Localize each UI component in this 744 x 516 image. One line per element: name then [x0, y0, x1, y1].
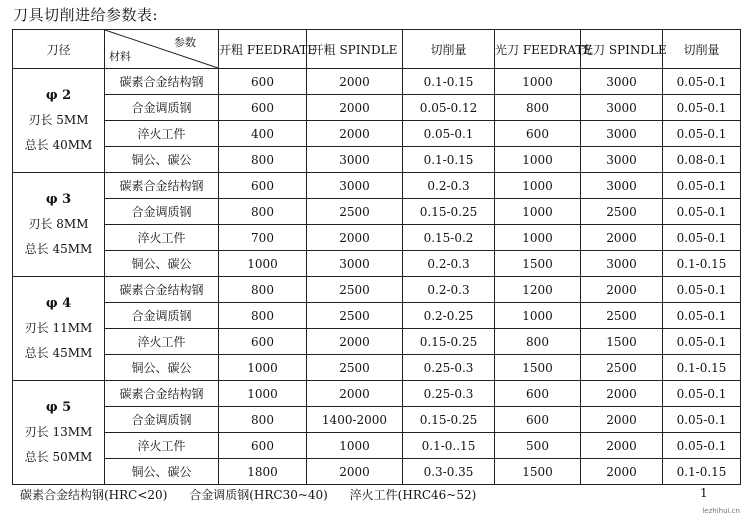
value-cell: 2000 — [581, 277, 663, 303]
material-cell: 合金调质钢 — [105, 303, 219, 329]
blade-length: 刃长 13MM — [24, 425, 93, 439]
value-cell: 1000 — [495, 147, 581, 173]
value-cell: 2000 — [307, 69, 403, 95]
value-cell: 3000 — [581, 173, 663, 199]
value-cell: 1800 — [219, 459, 307, 485]
value-cell: 0.15-0.25 — [403, 199, 495, 225]
tool-spec-cell — [13, 381, 105, 485]
value-cell: 1000 — [495, 199, 581, 225]
value-cell: 0.05-0.1 — [663, 303, 741, 329]
page-title: 刀具切削进给参数表: — [13, 6, 159, 24]
value-cell: 800 — [219, 147, 307, 173]
footer-note: 合金调质钢(HRC30~40) — [189, 488, 328, 502]
footer-notes — [20, 486, 494, 503]
value-cell: 1500 — [495, 459, 581, 485]
value-cell: 800 — [495, 329, 581, 355]
value-cell: 600 — [219, 173, 307, 199]
value-cell: 0.05-0.1 — [663, 433, 741, 459]
value-cell: 0.05-0.12 — [403, 95, 495, 121]
tool-spec-cell — [13, 277, 105, 381]
value-cell: 1500 — [581, 329, 663, 355]
value-cell: 1000 — [307, 433, 403, 459]
tool-spec-cell — [13, 69, 105, 173]
value-cell: 0.25-0.3 — [403, 381, 495, 407]
value-cell: 2000 — [581, 433, 663, 459]
header-col-rough-spindle: 开粗 SPINDLE — [307, 30, 403, 69]
value-cell: 1400-2000 — [307, 407, 403, 433]
value-cell: 1000 — [495, 303, 581, 329]
value-cell: 2000 — [307, 329, 403, 355]
header-col-finish-feedrate: 光刀 FEEDRATE — [495, 30, 581, 69]
value-cell: 2000 — [307, 121, 403, 147]
page-number: 1 — [700, 486, 708, 500]
value-cell: 3000 — [307, 251, 403, 277]
value-cell: 600 — [219, 329, 307, 355]
table-row — [13, 95, 741, 121]
value-cell: 600 — [219, 95, 307, 121]
table-row — [13, 69, 741, 95]
table-row — [13, 355, 741, 381]
header-material: 材料 — [109, 50, 131, 63]
header-row — [13, 30, 741, 69]
table-body — [13, 69, 741, 485]
value-cell: 2000 — [581, 459, 663, 485]
watermark: lezhihui.cn — [702, 507, 740, 515]
value-cell: 2000 — [581, 225, 663, 251]
value-cell: 0.15-0.2 — [403, 225, 495, 251]
material-cell: 铜公、碳公 — [105, 147, 219, 173]
value-cell: 0.05-0.1 — [663, 225, 741, 251]
material-cell: 碳素合金结构钢 — [105, 69, 219, 95]
value-cell: 800 — [219, 407, 307, 433]
table-row — [13, 173, 741, 199]
total-length: 总长 50MM — [24, 450, 93, 464]
material-cell: 合金调质钢 — [105, 407, 219, 433]
value-cell: 2000 — [307, 381, 403, 407]
value-cell: 0.05-0.1 — [663, 95, 741, 121]
value-cell: 700 — [219, 225, 307, 251]
material-cell: 淬火工件 — [105, 329, 219, 355]
value-cell: 400 — [219, 121, 307, 147]
value-cell: 600 — [219, 69, 307, 95]
tool-diameter: φ 5 — [45, 400, 72, 415]
value-cell: 0.3-0.35 — [403, 459, 495, 485]
table-row — [13, 433, 741, 459]
value-cell: 800 — [219, 277, 307, 303]
material-cell: 淬火工件 — [105, 121, 219, 147]
material-cell: 碳素合金结构钢 — [105, 277, 219, 303]
value-cell: 1000 — [495, 69, 581, 95]
value-cell: 0.08-0.1 — [663, 147, 741, 173]
value-cell: 0.1-0.15 — [663, 251, 741, 277]
tool-diameter: φ 4 — [45, 296, 72, 311]
header-col-finish-spindle: 光刀 SPINDLE — [581, 30, 663, 69]
value-cell: 2500 — [307, 355, 403, 381]
value-cell: 1500 — [495, 251, 581, 277]
footer-note: 淬火工件(HRC46~52) — [349, 488, 477, 502]
value-cell: 1000 — [495, 225, 581, 251]
tool-diameter: φ 2 — [45, 88, 72, 103]
total-length: 总长 45MM — [24, 242, 93, 256]
value-cell: 0.1-0.15 — [403, 69, 495, 95]
value-cell: 3000 — [307, 173, 403, 199]
value-cell: 1500 — [495, 355, 581, 381]
value-cell: 0.05-0.1 — [663, 407, 741, 433]
value-cell: 0.1-0..15 — [403, 433, 495, 459]
value-cell: 0.05-0.1 — [663, 381, 741, 407]
value-cell: 2500 — [581, 303, 663, 329]
value-cell: 0.2-0.3 — [403, 251, 495, 277]
value-cell: 0.1-0.15 — [663, 355, 741, 381]
value-cell: 600 — [495, 407, 581, 433]
blade-length: 刃长 8MM — [28, 217, 89, 231]
material-cell: 合金调质钢 — [105, 199, 219, 225]
material-cell: 铜公、碳公 — [105, 251, 219, 277]
value-cell: 0.1-0.15 — [663, 459, 741, 485]
value-cell: 2000 — [581, 407, 663, 433]
value-cell: 1000 — [219, 355, 307, 381]
table-row — [13, 147, 741, 173]
value-cell: 1200 — [495, 277, 581, 303]
value-cell: 600 — [219, 433, 307, 459]
tool-diameter: φ 3 — [45, 192, 72, 207]
value-cell: 0.05-0.1 — [663, 277, 741, 303]
table-row — [13, 329, 741, 355]
value-cell: 2500 — [581, 199, 663, 225]
table-row — [13, 121, 741, 147]
value-cell: 600 — [495, 121, 581, 147]
table-row — [13, 459, 741, 485]
value-cell: 1000 — [219, 251, 307, 277]
header-col-rough-feedrate: 开粗 FEEDRATE — [219, 30, 307, 69]
value-cell: 0.15-0.25 — [403, 407, 495, 433]
table-row — [13, 277, 741, 303]
footer-note: 碳素合金结构钢(HRC<20) — [20, 488, 168, 502]
material-cell: 铜公、碳公 — [105, 459, 219, 485]
value-cell: 3000 — [581, 69, 663, 95]
value-cell: 3000 — [581, 95, 663, 121]
value-cell: 600 — [495, 381, 581, 407]
table-row — [13, 407, 741, 433]
value-cell: 2500 — [307, 199, 403, 225]
tool-spec-cell — [13, 173, 105, 277]
value-cell: 0.05-0.1 — [663, 329, 741, 355]
value-cell: 0.2-0.3 — [403, 173, 495, 199]
material-cell: 碳素合金结构钢 — [105, 173, 219, 199]
value-cell: 0.2-0.25 — [403, 303, 495, 329]
value-cell: 0.05-0.1 — [663, 199, 741, 225]
total-length: 总长 40MM — [24, 138, 93, 152]
table-row — [13, 251, 741, 277]
value-cell: 2500 — [581, 355, 663, 381]
value-cell: 3000 — [581, 251, 663, 277]
header-diagonal-cell — [105, 30, 219, 69]
material-cell: 淬火工件 — [105, 433, 219, 459]
blade-length: 刃长 11MM — [24, 321, 93, 335]
value-cell: 500 — [495, 433, 581, 459]
header-tool-diameter: 刀径 — [13, 30, 105, 69]
table-row — [13, 199, 741, 225]
value-cell: 2000 — [307, 459, 403, 485]
value-cell: 2000 — [581, 381, 663, 407]
value-cell: 3000 — [581, 121, 663, 147]
value-cell: 0.05-0.1 — [663, 121, 741, 147]
value-cell: 0.05-0.1 — [403, 121, 495, 147]
material-cell: 铜公、碳公 — [105, 355, 219, 381]
material-cell: 碳素合金结构钢 — [105, 381, 219, 407]
value-cell: 2500 — [307, 303, 403, 329]
cutting-params-table — [12, 29, 741, 485]
total-length: 总长 45MM — [24, 346, 93, 360]
table-row — [13, 225, 741, 251]
value-cell: 1000 — [219, 381, 307, 407]
header-param: 参数 — [174, 36, 196, 49]
value-cell: 1000 — [495, 173, 581, 199]
value-cell: 800 — [219, 199, 307, 225]
value-cell: 0.1-0.15 — [403, 147, 495, 173]
value-cell: 2500 — [307, 277, 403, 303]
material-cell: 合金调质钢 — [105, 95, 219, 121]
value-cell: 0.15-0.25 — [403, 329, 495, 355]
value-cell: 0.05-0.1 — [663, 173, 741, 199]
value-cell: 800 — [219, 303, 307, 329]
table-row — [13, 303, 741, 329]
value-cell: 2000 — [307, 225, 403, 251]
header-col-rough-cut: 切削量 — [403, 30, 495, 69]
value-cell: 0.25-0.3 — [403, 355, 495, 381]
blade-length: 刃长 5MM — [28, 113, 89, 127]
value-cell: 3000 — [307, 147, 403, 173]
header-col-finish-cut: 切削量 — [663, 30, 741, 69]
value-cell: 3000 — [581, 147, 663, 173]
table-row — [13, 381, 741, 407]
value-cell: 800 — [495, 95, 581, 121]
value-cell: 2000 — [307, 95, 403, 121]
value-cell: 0.05-0.1 — [663, 69, 741, 95]
value-cell: 0.2-0.3 — [403, 277, 495, 303]
material-cell: 淬火工件 — [105, 225, 219, 251]
